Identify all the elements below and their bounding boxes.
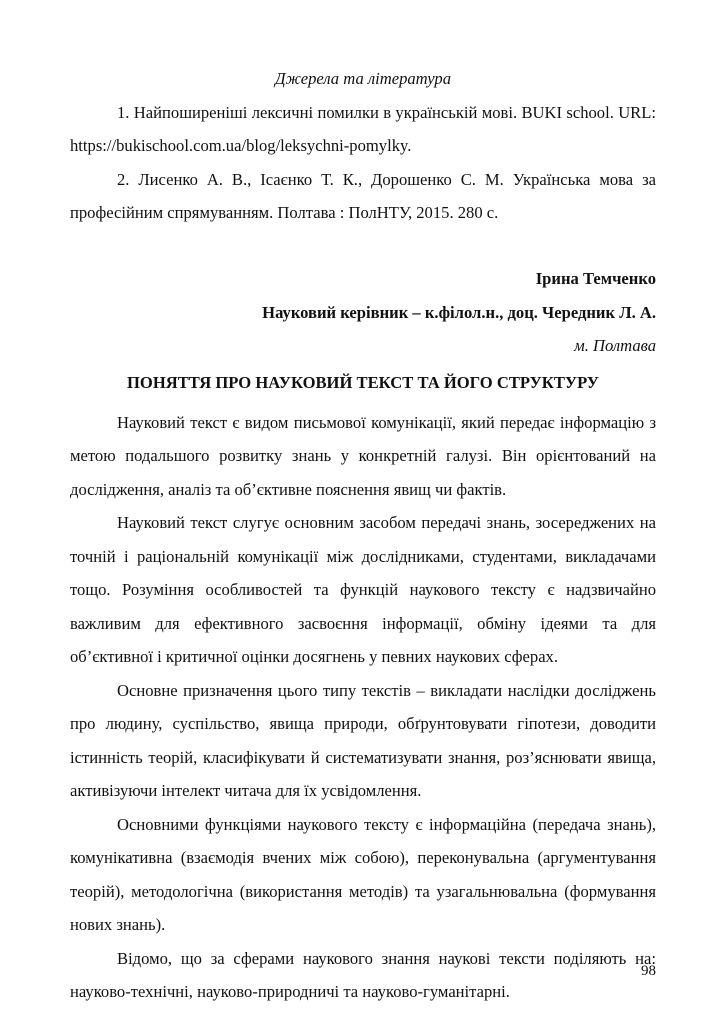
paragraph: Науковий текст є видом письмової комунікації, який передає інформацію з метою подальшого розвитку знань у конкретній галузі. Він орієнтований на дослідження, аналіз та об’єктивне пояснення явищ чи фактів. [70,412,656,499]
sources-section [70,62,656,230]
article-title: ПОНЯТТЯ ПРО НАУКОВИЙ ТЕКСТ ТА ЙОГО СТРУКТУРУ [127,373,599,392]
city: м. Полтава [574,336,656,355]
paragraph: Науковий текст слугує основним засобом передачі знань, зосереджених на точній і раціональній комунікації між дослідниками, студентами, викладачами тощо. Розуміння особливостей та функцій наукового тексту є надзвичайно важливим для ефективного засвоєння інформації, обміну ідеями та для об’єктивної і критичної оцінки досягнень у певних наукових сферах. [70,513,656,666]
source-item: 2. Лисенко А. В., Ісаєнко Т. К., Дорошенко С. М. Українська мова за професійним спрямуванням. Полтава : ПолНТУ, 2015. 280 с. [70,169,656,222]
paragraph: Відомо, що за сферами наукового знання наукові тексти поділяють на: науково-технічні, науково-природничі та науково-гуманітарні. [70,948,656,1001]
supervisor: Науковий керівник – к.філол.н., доц. Чередник Л. А. [262,302,656,322]
page-number: 98 [641,963,656,979]
author-block [70,262,656,363]
source-item: 1. Найпоширеніші лексичні помилки в українській мові. BUKI school. URL: https://bukischool.com.ua/blog/leksychni-pomylky. [70,102,656,155]
author-name: Ірина Темченко [535,269,656,288]
sources-heading: Джерела та література [274,69,451,88]
paragraph: Основними функціями наукового тексту є інформаційна (передача знань), комунікативна (взаємодія вчених між собою), переконувальна (аргументування теорій), методологічна (використання методів) та узагальнювальна (формування нових знань). [70,814,656,934]
paragraph: Основне призначення цього типу текстів – викладати наслідки досліджень про людину, суспільство, явища природи, обґрунтовувати гіпотези, доводити істинність теорій, класифікувати й систематизувати знання, роз’яснювати явища, активізуючи інтелект читача для їх усвідомлення. [70,680,656,800]
article [70,366,656,1009]
